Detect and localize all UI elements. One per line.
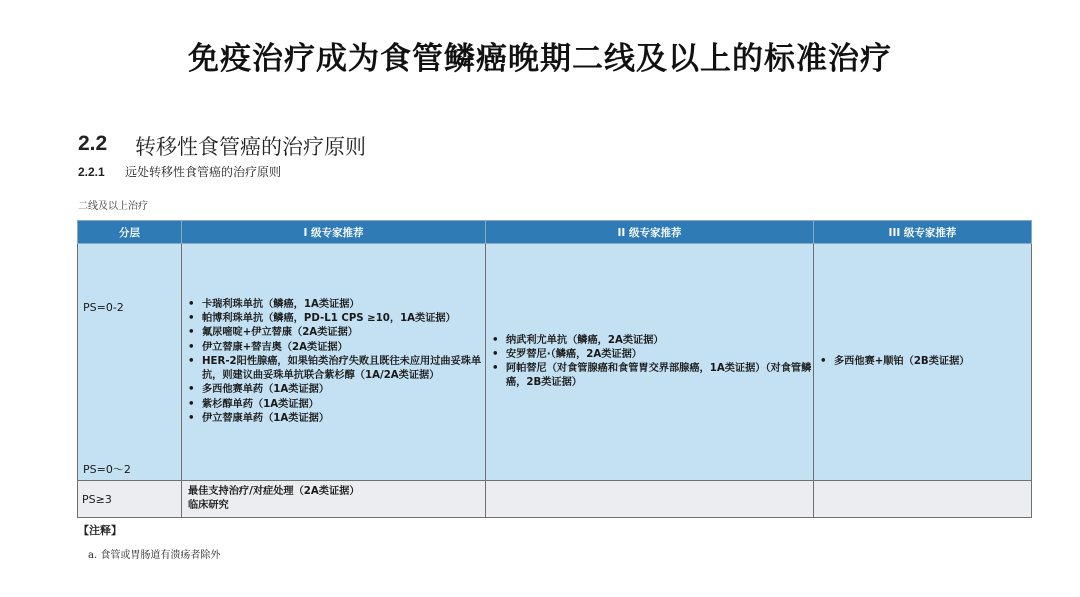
notes-title: 【注释】: [78, 524, 122, 537]
list-item: • HER-2阳性腺癌，如果铂类治疗失败且既往未应用过曲妥珠单抗，则建议曲妥珠单抗联合紫杉醇（1A/2A类证据）: [188, 355, 485, 383]
header-level2: II 级专家推荐: [486, 221, 814, 244]
ps3-level1-cell: [182, 481, 486, 518]
level1-list: [182, 298, 485, 426]
ps3-level1-line1: 最佳支持治疗/对症处理（2A类证据）: [188, 486, 360, 497]
table-row-ps0-2: [78, 244, 1032, 481]
list-item: • 氟尿嘧啶+伊立替康（2A类证据）: [188, 326, 485, 340]
list-item: • 纳武利尤单抗（鳞癌，2A类证据）: [492, 334, 813, 348]
notes-item: a. 食管或胃肠道有溃疡者除外: [88, 550, 221, 561]
subsection-title: 远处转移性食管癌的治疗原则: [125, 165, 282, 179]
table-row-ps3: [78, 481, 1032, 518]
level2-list: [486, 334, 813, 391]
list-item: • 帕博利珠单抗（鳞癌，PD-L1 CPS ≥10，1A类证据）: [188, 312, 485, 326]
layer-label-top: PS=0-2: [83, 301, 124, 314]
header-layer: 分层: [78, 221, 182, 244]
header-level3: III 级专家推荐: [814, 221, 1032, 244]
list-item: • 紫杉醇单药（1A类证据）: [188, 398, 485, 412]
list-item: • 多西他赛单药（1A类证据）: [188, 383, 485, 397]
layer-cell-ps3: PS≥3: [78, 481, 182, 518]
level3-cell: [814, 244, 1032, 481]
table-caption: 二线及以上治疗: [78, 201, 148, 212]
slide-title: 免疫治疗成为食管鳞癌晚期二线及以上的标准治疗: [188, 41, 892, 77]
recommendation-table: [77, 220, 1032, 518]
section-number: 2.2: [78, 132, 108, 155]
ps3-level1-line2: 临床研究: [188, 500, 229, 511]
list-item: • 安罗替尼·（鳞癌，2A类证据）: [492, 348, 813, 362]
level1-cell: [182, 244, 486, 481]
table-header-row: [78, 221, 1032, 244]
list-item: • 卡瑞利珠单抗（鳞癌，1A类证据）: [188, 298, 485, 312]
level3-list: [814, 355, 1031, 369]
ps3-level2-cell: [486, 481, 814, 518]
subsection-number: 2.2.1: [78, 165, 105, 179]
ps3-level3-cell: [814, 481, 1032, 518]
list-item: • 阿帕替尼（对食管腺癌和食管胃交界部腺癌，1A类证据）（对食管鳞癌，2B类证据）: [492, 362, 813, 390]
level2-cell: [486, 244, 814, 481]
header-level1: I 级专家推荐: [182, 221, 486, 244]
list-item: • 伊立替康单药（1A类证据）: [188, 412, 485, 426]
list-item: • 伊立替康+替吉奥（2A类证据）: [188, 341, 485, 355]
layer-label-bottom: PS=0～2: [83, 463, 131, 476]
layer-cell-ps0-2: [78, 244, 182, 481]
list-item: • 多西他赛+顺铂（2B类证据）: [820, 355, 1031, 369]
section-title: 转移性食管癌的治疗原则: [135, 135, 366, 159]
